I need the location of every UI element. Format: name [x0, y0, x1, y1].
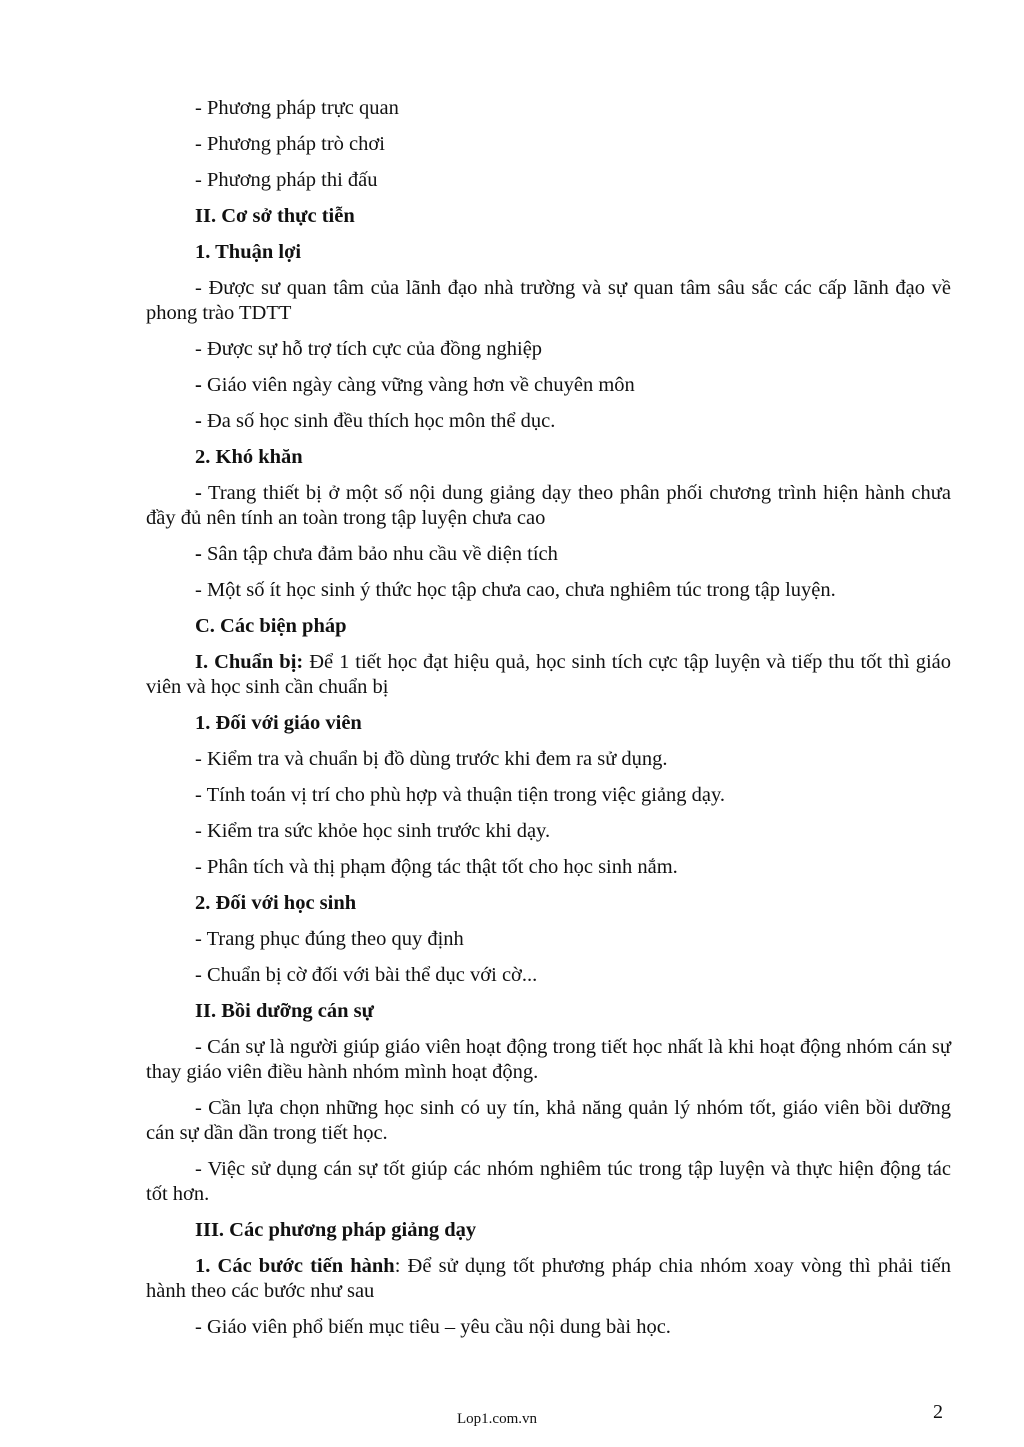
heading-text: II. Cơ sở thực tiễn — [195, 205, 355, 227]
section-heading — [146, 614, 951, 639]
paragraph-text: Giáo viên ngày càng vững vàng hơn về chuyên môn — [201, 374, 635, 396]
body-paragraph — [146, 481, 951, 531]
paragraph-text: - Phương pháp trò chơi — [195, 133, 385, 155]
section-heading — [146, 240, 951, 265]
body-paragraph — [146, 1315, 951, 1340]
body-paragraph — [146, 927, 951, 952]
body-paragraph — [146, 819, 951, 844]
body-paragraph — [146, 747, 951, 772]
paragraph-text: - Kiểm tra và chuẩn bị đồ dùng trước khi đem ra sử dụng. — [195, 748, 668, 770]
paragraph-text: Sân tập chưa đảm bảo nhu cầu về diện tích — [201, 543, 558, 565]
bold-prefix: - — [195, 374, 202, 396]
bold-prefix: - — [195, 482, 202, 504]
body-paragraph — [146, 783, 951, 808]
section-heading — [146, 445, 951, 470]
heading-text: 1. Thuận lợi — [195, 241, 302, 263]
footer-site-text: Lop1.com.vn — [457, 1411, 537, 1427]
body-paragraph — [146, 1157, 951, 1207]
body-paragraph — [146, 373, 951, 398]
paragraph-text: - Phương pháp thi đấu — [195, 169, 378, 191]
paragraph-text: - Tính toán vị trí cho phù hợp và thuận tiện trong việc giảng dạy. — [195, 784, 726, 806]
bold-prefix: - — [195, 543, 202, 565]
section-heading — [146, 204, 951, 229]
body-paragraph — [146, 1096, 951, 1146]
body-paragraph — [146, 542, 951, 567]
paragraph-text: - Được sự hỗ trợ tích cực của đồng nghiệp — [195, 338, 543, 360]
heading-text: 1. Đối với giáo viên — [195, 712, 362, 734]
heading-text: C. Các biện pháp — [195, 615, 347, 637]
paragraph-text: Đa số học sinh đều thích học môn thể dục. — [201, 410, 556, 432]
paragraph-text: - Cần lựa chọn những học sinh có uy tín, khả năng quản lý nhóm tốt, giáo viên bồi dưỡng cán sự dần dần trong tiết học. — [146, 1097, 951, 1144]
paragraph-text: - Một số ít học sinh ý thức học tập chưa cao, chưa nghiêm túc trong tập luyện. — [195, 579, 836, 601]
body-paragraph — [146, 276, 951, 326]
paragraph-text: : Để sử dụng tốt phương pháp chia nhóm xoay vòng thì phải tiến hành theo các bước như sau — [146, 1255, 951, 1302]
heading-text: II. Bồi dưỡng cán sự — [195, 1000, 374, 1022]
heading-text: 2. Khó khăn — [195, 446, 303, 468]
page-number: 2 — [933, 1401, 943, 1423]
heading-text: III. Các phương pháp giảng dạy — [195, 1219, 477, 1241]
paragraph-text: - Giáo viên phổ biến mục tiêu – yêu cầu nội dung bài học. — [195, 1316, 671, 1338]
body-paragraph — [146, 1254, 951, 1304]
paragraph-text: - Cán sự là người giúp giáo viên hoạt động trong tiết học nhất là khi hoạt động nhóm cán sự thay giáo viên điều hành nhóm mình hoạt động. — [146, 1036, 951, 1083]
paragraph-text: Trang thiết bị ở một số nội dung giảng dạy theo phân phối chương trình hiện hành chưa đầy đủ nên tính an toàn trong tập luyện chưa cao — [146, 482, 951, 529]
body-paragraph — [146, 96, 951, 121]
section-heading — [146, 891, 951, 916]
paragraph-text: - Việc sử dụng cán sự tốt giúp các nhóm nghiêm túc trong tập luyện và thực hiện động tác tốt hơn. — [146, 1158, 951, 1205]
body-paragraph — [146, 1035, 951, 1085]
body-paragraph — [146, 168, 951, 193]
paragraph-text: - Được sư quan tâm của lãnh đạo nhà trường và sự quan tâm sâu sắc các cấp lãnh đạo về phong trào TDTT — [146, 277, 951, 324]
body-paragraph — [146, 650, 951, 700]
document-body — [146, 96, 951, 1351]
bold-prefix: - — [195, 410, 202, 432]
bold-prefix: 1. Các bước tiến hành — [195, 1255, 395, 1277]
paragraph-text: - Phương pháp trực quan — [195, 97, 399, 119]
section-heading — [146, 999, 951, 1024]
paragraph-text: - Trang phục đúng theo quy định — [195, 928, 464, 950]
bold-prefix: I. Chuẩn bị: — [195, 651, 304, 673]
body-paragraph — [146, 132, 951, 157]
body-paragraph — [146, 578, 951, 603]
paragraph-text: - Kiểm tra sức khỏe học sinh trước khi dạy. — [195, 820, 551, 842]
paragraph-text: - Chuẩn bị cờ đối với bài thể dục với cờ... — [195, 964, 538, 986]
paragraph-text: Để 1 tiết học đạt hiệu quả, học sinh tích cực tập luyện và tiếp thu tốt thì giáo viên và học sinh cần chuẩn bị — [146, 651, 951, 698]
body-paragraph — [146, 855, 951, 880]
body-paragraph — [146, 963, 951, 988]
body-paragraph — [146, 337, 951, 362]
body-paragraph — [146, 409, 951, 434]
heading-text: 2. Đối với học sinh — [195, 892, 357, 914]
section-heading — [146, 711, 951, 736]
paragraph-text: - Phân tích và thị phạm động tác thật tốt cho học sinh nắm. — [195, 856, 678, 878]
section-heading — [146, 1218, 951, 1243]
